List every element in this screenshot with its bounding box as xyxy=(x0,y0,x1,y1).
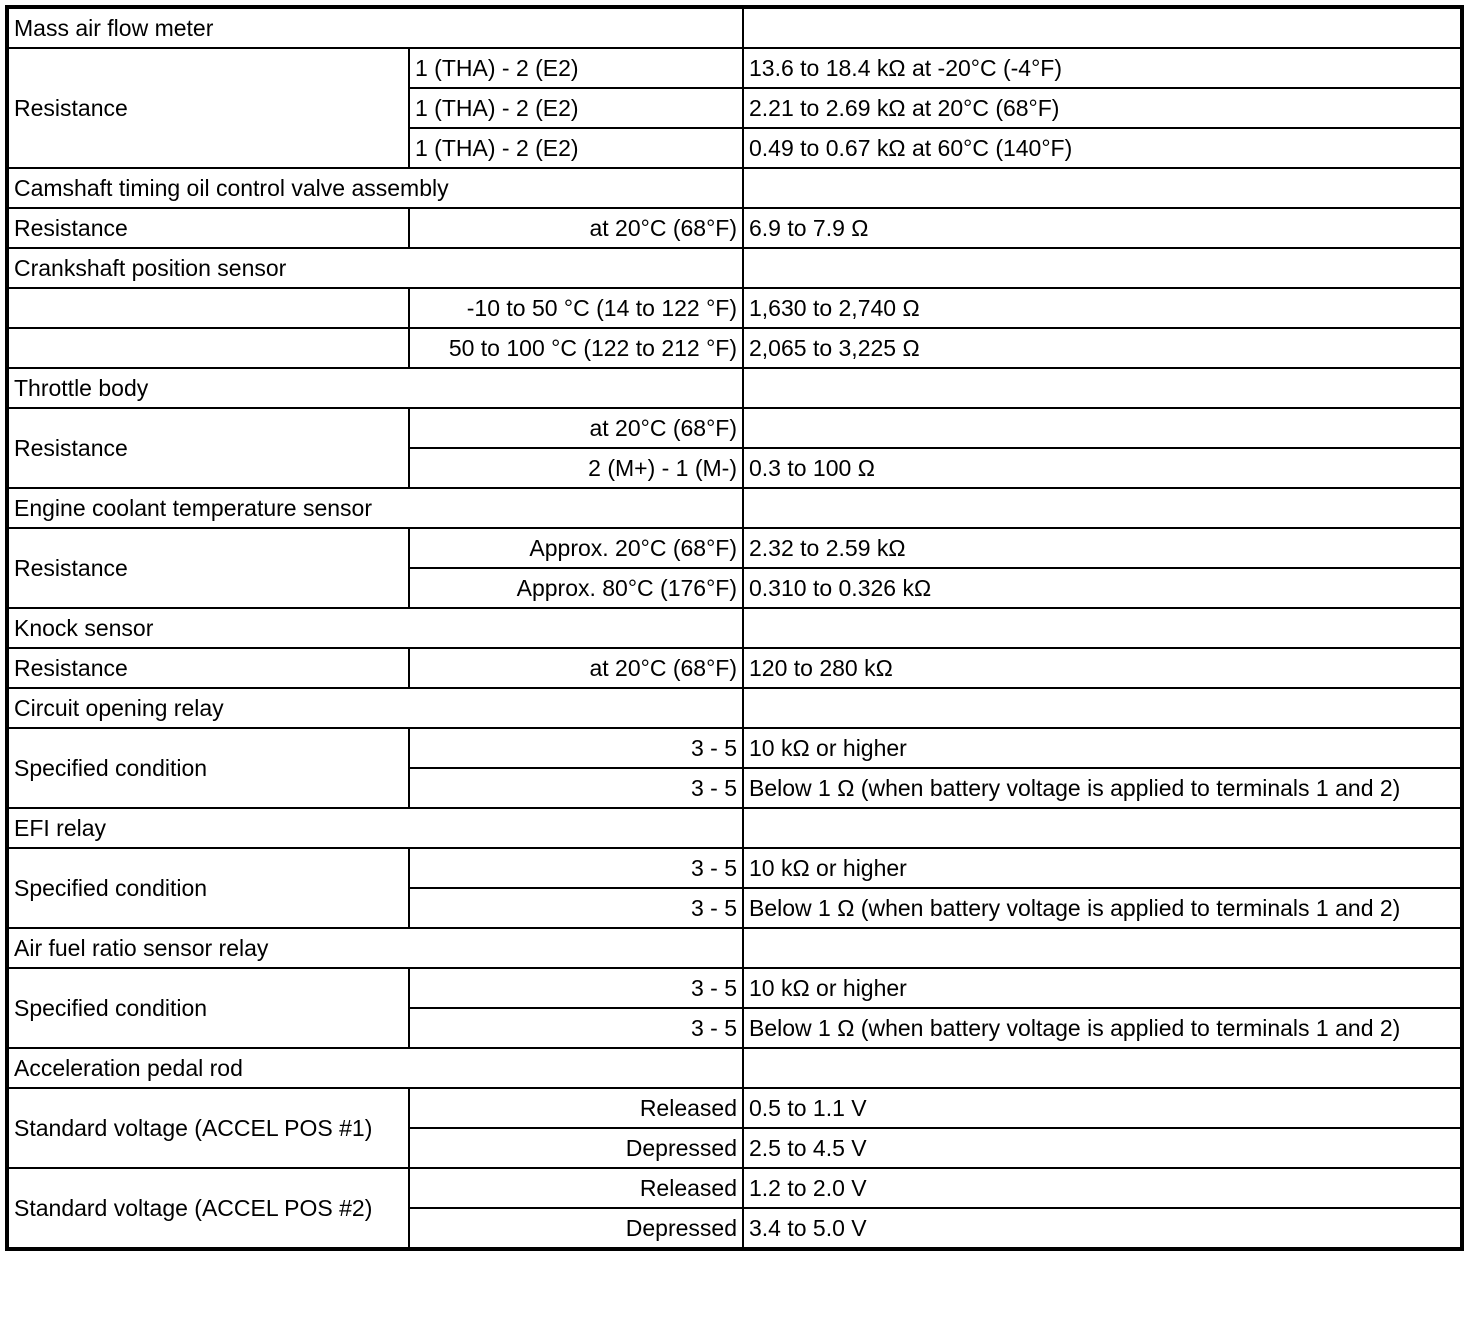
section-header-blank xyxy=(743,248,1462,288)
value-cell: 10 kΩ or higher xyxy=(743,968,1462,1008)
value-cell: 0.3 to 100 Ω xyxy=(743,448,1462,488)
condition-cell: 3 - 5 xyxy=(409,768,743,808)
condition-cell: Approx. 20°C (68°F) xyxy=(409,528,743,568)
value-cell: 1,630 to 2,740 Ω xyxy=(743,288,1462,328)
section-title: Knock sensor xyxy=(7,608,743,648)
value-cell: 0.49 to 0.67 kΩ at 60°C (140°F) xyxy=(743,128,1462,168)
value-cell: 120 to 280 kΩ xyxy=(743,648,1462,688)
value-cell: 13.6 to 18.4 kΩ at -20°C (-4°F) xyxy=(743,48,1462,88)
condition-cell: 2 (M+) - 1 (M-) xyxy=(409,448,743,488)
parameter-label: Resistance xyxy=(7,648,409,688)
section-header-blank xyxy=(743,1048,1462,1088)
section-header-blank xyxy=(743,488,1462,528)
parameter-label: Specified condition xyxy=(7,728,409,808)
section-header-row xyxy=(7,248,1462,288)
condition-cell: 1 (THA) - 2 (E2) xyxy=(409,128,743,168)
condition-cell: Released xyxy=(409,1168,743,1208)
section-header-blank xyxy=(743,688,1462,728)
condition-cell: at 20°C (68°F) xyxy=(409,208,743,248)
table-row xyxy=(7,1168,1462,1208)
section-header-row xyxy=(7,608,1462,648)
section-header-blank xyxy=(743,168,1462,208)
value-cell: 2.32 to 2.59 kΩ xyxy=(743,528,1462,568)
condition-cell: 3 - 5 xyxy=(409,848,743,888)
condition-cell: Depressed xyxy=(409,1208,743,1249)
parameter-label xyxy=(7,328,409,368)
section-title: Camshaft timing oil control valve assembly xyxy=(7,168,743,208)
value-cell: 10 kΩ or higher xyxy=(743,728,1462,768)
condition-cell: at 20°C (68°F) xyxy=(409,408,743,448)
table-row xyxy=(7,1088,1462,1128)
condition-cell: 1 (THA) - 2 (E2) xyxy=(409,88,743,128)
section-title: Throttle body xyxy=(7,368,743,408)
section-header-row xyxy=(7,1048,1462,1088)
section-title: Acceleration pedal rod xyxy=(7,1048,743,1088)
condition-cell: Released xyxy=(409,1088,743,1128)
table-row xyxy=(7,528,1462,568)
section-header-blank xyxy=(743,7,1462,48)
spec-table xyxy=(5,5,1464,1251)
parameter-label: Resistance xyxy=(7,48,409,168)
section-header-row xyxy=(7,688,1462,728)
section-title: EFI relay xyxy=(7,808,743,848)
condition-cell: 3 - 5 xyxy=(409,728,743,768)
parameter-label: Specified condition xyxy=(7,848,409,928)
section-header-blank xyxy=(743,928,1462,968)
parameter-label: Specified condition xyxy=(7,968,409,1048)
condition-cell: -10 to 50 °C (14 to 122 °F) xyxy=(409,288,743,328)
value-cell: Below 1 Ω (when battery voltage is applied to terminals 1 and 2) xyxy=(743,768,1462,808)
parameter-label: Standard voltage (ACCEL POS #2) xyxy=(7,1168,409,1249)
parameter-label xyxy=(7,288,409,328)
value-cell: 2,065 to 3,225 Ω xyxy=(743,328,1462,368)
parameter-label: Resistance xyxy=(7,408,409,488)
value-cell: 6.9 to 7.9 Ω xyxy=(743,208,1462,248)
section-title: Circuit opening relay xyxy=(7,688,743,728)
condition-cell: Approx. 80°C (176°F) xyxy=(409,568,743,608)
value-cell: 1.2 to 2.0 V xyxy=(743,1168,1462,1208)
value-cell: 10 kΩ or higher xyxy=(743,848,1462,888)
value-cell: 2.5 to 4.5 V xyxy=(743,1128,1462,1168)
section-header-row xyxy=(7,7,1462,48)
condition-cell: 3 - 5 xyxy=(409,888,743,928)
section-header-blank xyxy=(743,608,1462,648)
condition-cell: 50 to 100 °C (122 to 212 °F) xyxy=(409,328,743,368)
section-header-row xyxy=(7,168,1462,208)
table-row xyxy=(7,968,1462,1008)
section-header-row xyxy=(7,928,1462,968)
condition-cell: 3 - 5 xyxy=(409,968,743,1008)
table-row xyxy=(7,48,1462,88)
section-header-row xyxy=(7,488,1462,528)
condition-cell: Depressed xyxy=(409,1128,743,1168)
section-title: Crankshaft position sensor xyxy=(7,248,743,288)
value-cell: 0.5 to 1.1 V xyxy=(743,1088,1462,1128)
value-cell: 3.4 to 5.0 V xyxy=(743,1208,1462,1249)
section-title: Engine coolant temperature sensor xyxy=(7,488,743,528)
table-row xyxy=(7,648,1462,688)
condition-cell: at 20°C (68°F) xyxy=(409,648,743,688)
value-cell: Below 1 Ω (when battery voltage is applied to terminals 1 and 2) xyxy=(743,888,1462,928)
value-cell: 2.21 to 2.69 kΩ at 20°C (68°F) xyxy=(743,88,1462,128)
value-cell: Below 1 Ω (when battery voltage is applied to terminals 1 and 2) xyxy=(743,1008,1462,1048)
section-header-row xyxy=(7,808,1462,848)
section-title: Mass air flow meter xyxy=(7,7,743,48)
table-row xyxy=(7,328,1462,368)
section-header-blank xyxy=(743,808,1462,848)
section-header-row xyxy=(7,368,1462,408)
table-row xyxy=(7,288,1462,328)
parameter-label: Resistance xyxy=(7,208,409,248)
table-row xyxy=(7,728,1462,768)
parameter-label: Resistance xyxy=(7,528,409,608)
condition-cell: 3 - 5 xyxy=(409,1008,743,1048)
table-row xyxy=(7,408,1462,448)
section-title: Air fuel ratio sensor relay xyxy=(7,928,743,968)
value-cell: 0.310 to 0.326 kΩ xyxy=(743,568,1462,608)
condition-cell: 1 (THA) - 2 (E2) xyxy=(409,48,743,88)
section-header-blank xyxy=(743,368,1462,408)
table-row xyxy=(7,208,1462,248)
value-cell xyxy=(743,408,1462,448)
table-row xyxy=(7,848,1462,888)
parameter-label: Standard voltage (ACCEL POS #1) xyxy=(7,1088,409,1168)
spec-table-body xyxy=(7,7,1462,1249)
